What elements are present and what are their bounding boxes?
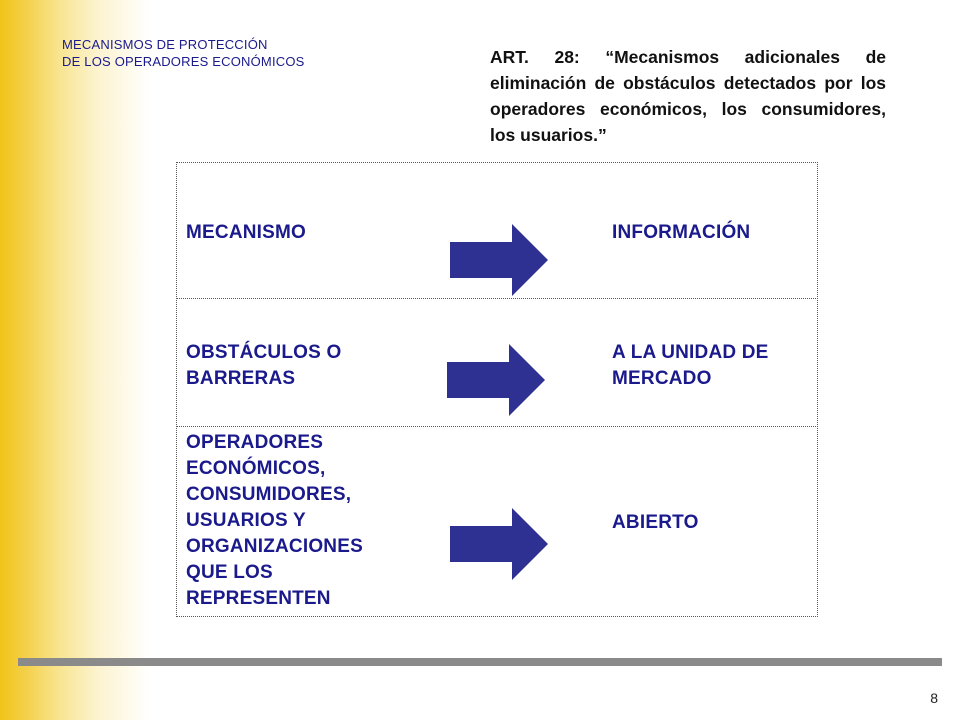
- right-arrow-icon: [447, 344, 547, 416]
- row-3-right: [612, 510, 699, 536]
- row-2-right-line: A LA UNIDAD DE: [612, 342, 769, 363]
- row-3-right-line: ABIERTO: [612, 512, 699, 533]
- row-2-left-line: OBSTÁCULOS O: [186, 342, 342, 363]
- row-2-right: [612, 340, 769, 392]
- header-line-1: MECANISMOS DE PROTECCIÓN: [62, 37, 268, 52]
- row-1-right: [612, 220, 750, 246]
- row-2-left: [186, 340, 341, 392]
- footer-divider-bar: [18, 658, 942, 666]
- row-3-left-line: REPRESENTEN: [186, 588, 331, 609]
- right-arrow-icon: [450, 508, 550, 580]
- right-arrow-icon: [450, 224, 550, 296]
- row-2-left-line: BARRERAS: [186, 368, 296, 389]
- yellow-side-gradient: [0, 0, 150, 720]
- row-1-right-line: INFORMACIÓN: [612, 222, 751, 243]
- slide-header: [62, 36, 305, 70]
- row-3-left-line: OPERADORES: [186, 432, 324, 453]
- row-1-left-line: MECANISMO: [186, 222, 307, 243]
- row-1-left: [186, 220, 306, 246]
- row-3-left-line: USUARIOS Y: [186, 510, 306, 531]
- row-3-left-line: ORGANIZACIONES: [186, 536, 363, 557]
- row-3-left: [186, 430, 363, 612]
- row-divider: [176, 298, 818, 299]
- row-3-left-line: QUE LOS: [186, 562, 273, 583]
- article-text: ART. 28: “Mecanismos adicionales de eliminación de obstáculos detectados por los operadores económicos, los consumidores, los usuarios.”: [490, 47, 886, 145]
- page-number: 8: [930, 690, 938, 706]
- row-3-left-line: CONSUMIDORES,: [186, 484, 352, 505]
- row-divider: [176, 426, 818, 427]
- row-2-right-line: MERCADO: [612, 368, 712, 389]
- header-line-2: DE LOS OPERADORES ECONÓMICOS: [62, 54, 305, 69]
- row-3-left-line: ECONÓMICOS,: [186, 458, 326, 479]
